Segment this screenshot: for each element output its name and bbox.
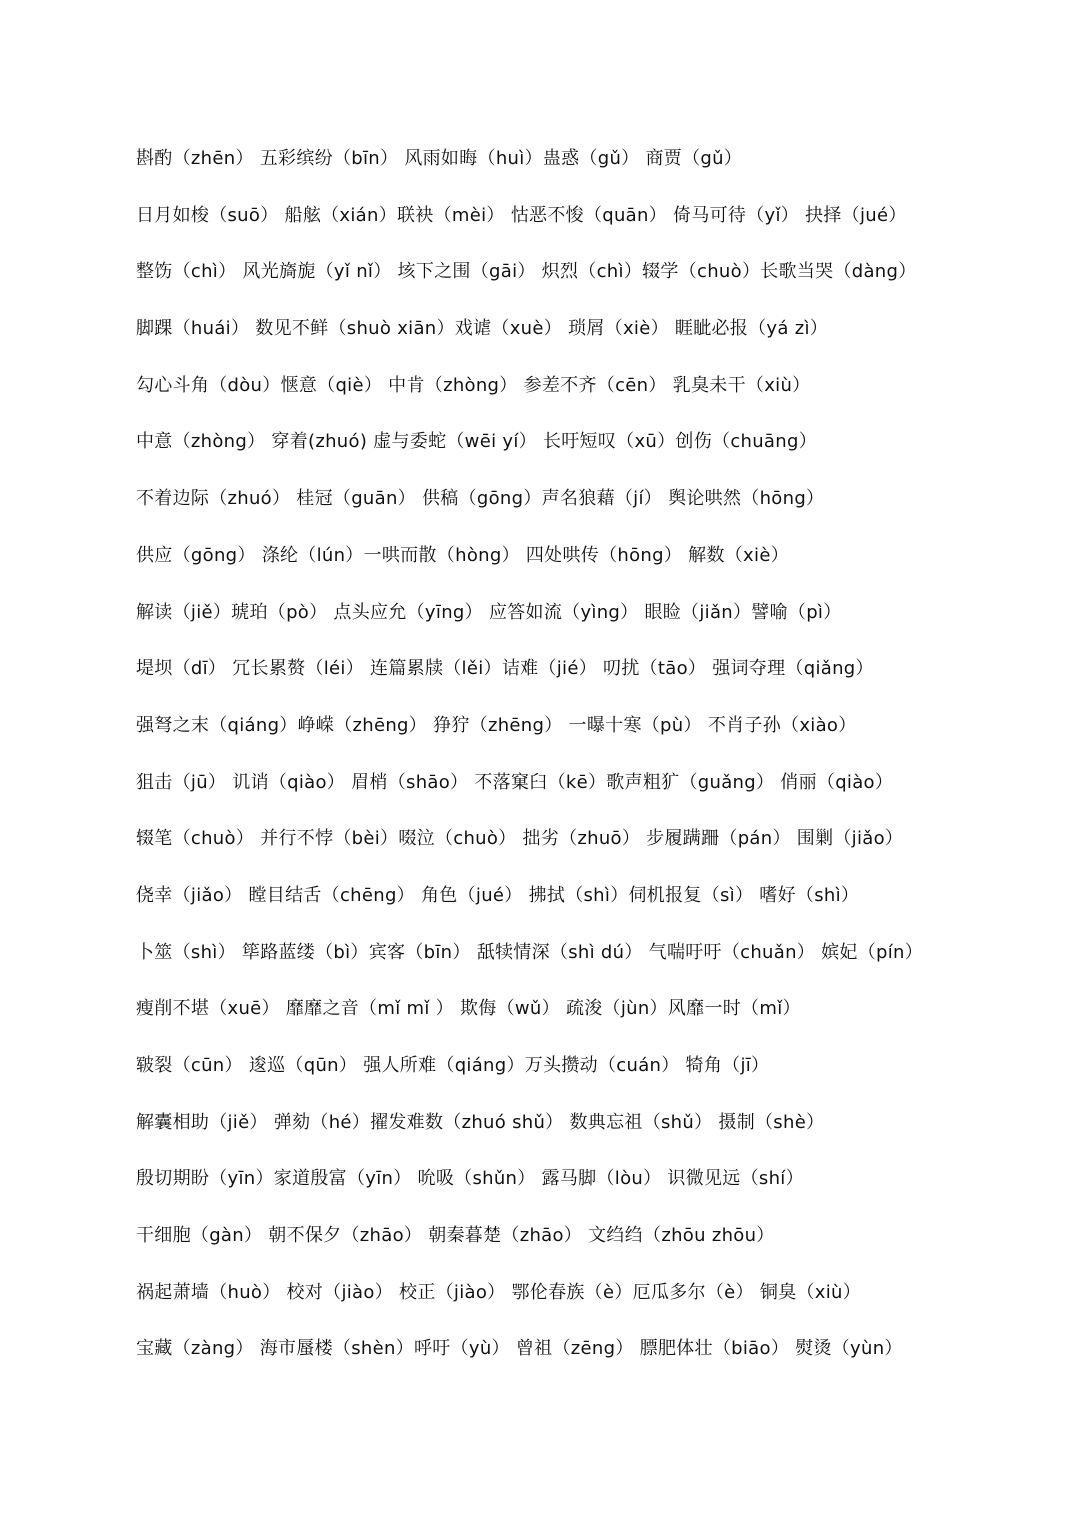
text-line: 强弩之末（qiáng）峥嵘（zhēng） 狰狞（zhēng） 一曝十寒（pù） 不肖子孙（xiào） [136,714,857,736]
text-line: 皲裂（cūn） 逡巡（qūn） 强人所难（qiáng）万头攒动（cuán） 犄角（jī） [136,1055,770,1076]
text-line: 日月如梭（suō） 船舷（xián）联袂（mèi） 怙恶不悛（quān） 倚马可待（yǐ） 抉择（jué） [136,204,907,226]
text-line: 宝藏（zàng） 海市蜃楼（shèn）呼吁（yù） 曾祖（zēng） 膘肥体壮（biāo） 熨烫（yùn） [136,1338,903,1360]
text-line: 狙击（jū） 讥诮（qiào） 眉梢（shāo） 不落窠臼（kē）歌声粗犷（guǎng） 俏丽（qiào） [136,771,894,793]
text-line: 殷切期盼（yīn）家道殷富（yīn） 吮吸（shǔn） 露马脚（lòu） 识微见远（shí） [136,1168,804,1190]
text-line: 不着边际（zhuó） 桂冠（guān） 供稿（gōng）声名狼藉（jí） 舆论哄然（hōng） [136,488,825,510]
text-line: 整饬（chì） 风光旖旎（yǐ nǐ） 垓下之围（gāi） 炽烈（chì）辍学（chuò）长歌当哭（dàng） [136,261,917,283]
text-line: 斟酌（zhēn） 五彩缤纷（bīn） 风雨如晦（huì）蛊惑（gǔ） 商贾（gǔ） [136,148,743,169]
text-line: 堤坝（dī） 冗长累赘（léi） 连篇累牍（lěi）诘难（jié） 叨扰（tāo） 强词夺理（qiǎng） [136,658,874,680]
text-line: 干细胞（gàn） 朝不保夕（zhāo） 朝秦暮楚（zhāo） 文绉绉（zhōu zhōu） [136,1225,775,1247]
text-line: 供应（gōng） 涤纶（lún）一哄而散（hòng） 四处哄传（hōng） 解数（xiè） [136,544,789,566]
text-line: 脚踝（huái） 数见不鲜（shuò xiān）戏谑（xuè） 琐屑（xiè） 睚眦必报（yá zì） [136,318,829,340]
text-line: 勾心斗角（dòu）惬意（qiè） 中肯（zhòng） 参差不齐（cēn） 乳臭未干（xiù） [136,374,811,396]
text-line: 侥幸（jiǎo） 瞠目结舌（chēng） 角色（jué） 拂拭（shì）伺机报复（sì） 嗜好（shì） [136,884,860,906]
text-line: 瘦削不堪（xuē） 靡靡之音（mǐ mǐ ） 欺侮（wǔ） 疏浚（jùn）风靡一时（mǐ） [136,998,801,1020]
text-line: 卜筮（shì） 筚路蓝缕（bì）宾客（bīn） 舐犊情深（shì dú） 气喘吁吁（chuǎn） 嫔妃（pín） [136,941,924,963]
pinyin-word-list [136,144,1036,1391]
text-line: 祸起萧墙（huò） 校对（jiào） 校正（jiào） 鄂伦春族（è）厄瓜多尔（è） 铜臭（xiù） [136,1281,862,1303]
text-line: 解读（jiě）琥珀（pò） 点头应允（yīng） 应答如流（yìng） 眼睑（jiǎn）譬喻（pì） [136,601,842,623]
text-line: 辍笔（chuò） 并行不悖（bèi）啜泣（chuò） 拙劣（zhuō） 步履蹒跚（pán） 围剿（jiǎo） [136,828,904,850]
text-line: 中意（zhòng） 穿着(zhuó) 虚与委蛇（wēi yí） 长吁短叹（xū）创伤（chuāng） [136,431,817,453]
text-line: 解囊相助（jiě） 弹劾（hé）擢发难数（zhuó shǔ） 数典忘祖（shǔ） 摄制（shè） [136,1111,825,1133]
